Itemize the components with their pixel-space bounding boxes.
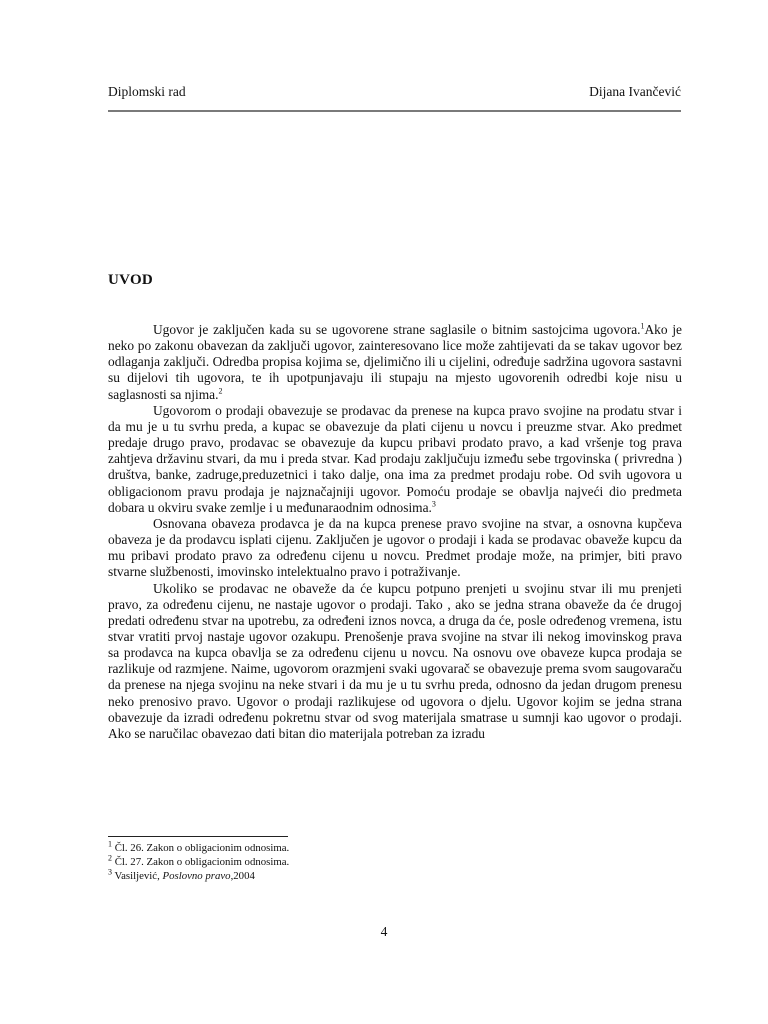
footnote-ref-2[interactable]: 2 [218, 386, 223, 396]
footnotes [108, 841, 508, 883]
footnote-year: ,2004 [230, 870, 255, 882]
section-heading: UVOD [108, 272, 154, 288]
paragraph-1 [108, 322, 682, 403]
page-number: 4 [380, 924, 388, 939]
header-divider [108, 110, 681, 112]
footnote-text: Čl. 27. Zakon o obligacionim odnosima. [114, 856, 290, 868]
footnote-number: 3 [108, 867, 112, 877]
paragraph-1-part-a: Ugovor je zaključen kada su se ugovorene strane saglasile o bitnim sastojcima ugovora. [153, 322, 641, 337]
paragraph-3: Osnovana obaveza prodavca je da na kupca prenese pravo svojine na stvar, a osnovna kupčeva obaveza je da prodavcu isplati cijenu. Zaključen je ugovor o prodaji i kada se prodavac obaveže kupcu da mu pribavi prodato pravo za određenu cijenu u novcu. Predmet prodaje može, na primjer, biti pravo stvarne službenosti, imovinsko intelektualno pravo i potraživanje. [108, 515, 682, 580]
footnote-author: Vasiljević, [114, 870, 163, 882]
footnote-ref-3[interactable]: 3 [431, 499, 436, 509]
footnote-number: 2 [108, 853, 112, 863]
footnote-3 [108, 869, 508, 883]
header-document-type: Diplomski rad [108, 84, 186, 99]
header-author: Dijana Ivančević [589, 84, 681, 99]
footnote-1 [108, 841, 508, 855]
footnote-2 [108, 855, 508, 869]
body-text [108, 322, 682, 742]
footnote-book-title: Poslovno pravo [162, 870, 231, 882]
paragraph-1-part-b: Ako je neko po zakonu obavezan da zaključi ugovor, zainteresovano lice može zahtijevati da se takav ugovor bez odlaganja zaključi. Odredba propisa kojima se, djelimično ili u cijelini, određuje sadržina ugovora sastavni su dijelovi tih ugovora, te ih upotpunjavaju ili stupaju na mjesto ugovorenih odredbi koje nisu u saglasnosti sa njima. [108, 322, 682, 402]
paragraph-2 [108, 403, 682, 516]
footnote-text: Čl. 26. Zakon o obligacionim odnosima. [114, 842, 290, 854]
footnote-ref-1[interactable]: 1 [640, 321, 645, 331]
footnote-divider [108, 836, 288, 837]
paragraph-2-text: Ugovorom o prodaji obavezuje se prodavac da prenese na kupca pravo svojine na prodatu stvar i da mu je u tu svrhu preda, a kupac se obavezuje da plati cijenu u novcu i preuzme stvar. Ako predmet predaje drugo pravo, prodavac se obavezuje da kupcu pribavi prodato pravo, a kad vršenje tog prava zahtjeva državinu stvari, da mu i preda stvar. Kad prodaju zaključuju između sebe trgovinska ( privredna ) društva, banke, zadruge,preduzetnici i tako dalje, ona ima za predmet prodaju robe. Od svih ugovora u obligacionom pravu prodaja je najznačajniji ugovor. Pomoću prodaje se obavlja najveći dio predmeta dobara u okviru svake zemlje i u međunaraodnim odnosima. [108, 402, 682, 515]
footnote-number: 1 [108, 839, 112, 849]
page-header [108, 84, 681, 104]
paragraph-4: Ukoliko se prodavac ne obaveže da će kupcu potpuno prenjeti u svojinu stvar ili mu prenjeti pravo, za određenu cijenu, ne nastaje ugovor o prodaji. Tako , ako se jedna strana obaveže da će drugoj predati određenu stvar na upotrebu, za određeni iznos novca, a druga da će, posle određenog vremena, istu stvar vratiti prvoj nastaje ugovor ozakupu. Prenošenje prava svojine na stvar ili nekog imovinskog prava sa prodavca na kupca obavlja se za određenu cijenu u novcu. Na osnovu ove obaveze kupca prodaja se razlikuje od razmjene. Naime, ugovorom orazmjeni svaki ugovarač se obavezuje prema svom saugovaraču da prenese na njega svojinu na neke stvari i da mu je u tu svrhu preda, odnosno da jedan drugom prenesu neko prenosivo pravo. Ugovor o prodaji razlikujese od ugovora o djelu. Ugovor kojim se jedna strana obavezuje da izradi određenu pokretnu stvar od svog materijala smatrase u sumnji kao ugovor o prodaji. Ako se naručilac obavezao dati bitan dio materijala potreban za izradu [108, 580, 682, 741]
